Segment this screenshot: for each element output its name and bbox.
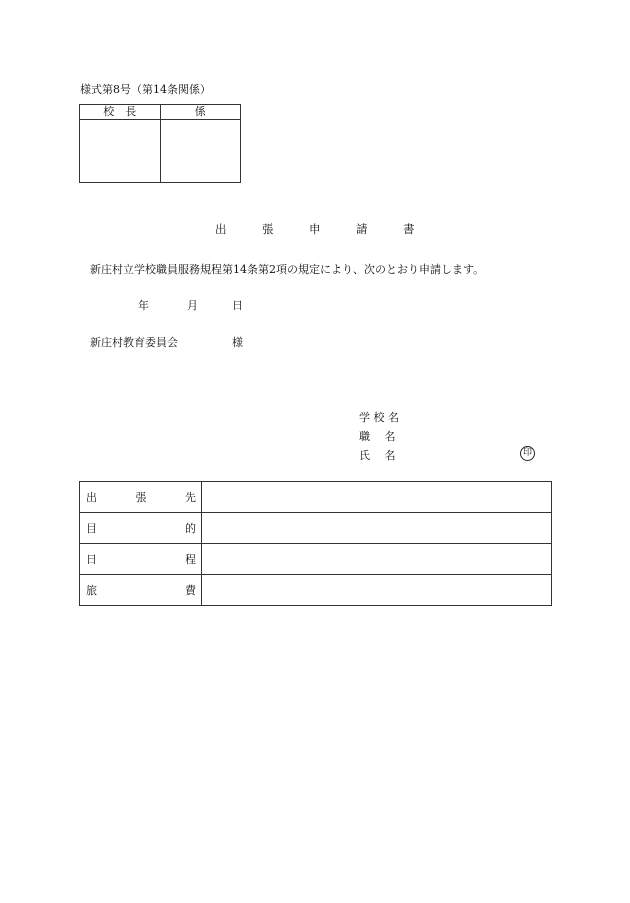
approval-stamp-table bbox=[79, 104, 241, 183]
title-char: 申 bbox=[309, 222, 321, 236]
trip-details-table bbox=[79, 481, 552, 606]
travel-expense-field[interactable] bbox=[202, 575, 552, 606]
schedule-label bbox=[80, 544, 202, 575]
document-title bbox=[215, 221, 450, 237]
title-char: 張 bbox=[262, 222, 274, 236]
label-char: 旅 bbox=[86, 584, 97, 597]
title-char: 出 bbox=[215, 222, 227, 236]
travel-expense-label bbox=[80, 575, 202, 606]
destination-field[interactable] bbox=[202, 482, 552, 513]
seal-mark[interactable]: 印 bbox=[520, 446, 535, 461]
label-char: 程 bbox=[185, 553, 196, 566]
principal-stamp-box[interactable] bbox=[80, 120, 161, 183]
label-char: 日 bbox=[86, 553, 97, 566]
label-char: 費 bbox=[185, 584, 196, 597]
clerk-stamp-box[interactable] bbox=[160, 120, 241, 183]
position-label: 職 名 bbox=[359, 430, 396, 443]
schedule-field[interactable] bbox=[202, 544, 552, 575]
addressee-honorific: 様 bbox=[232, 336, 243, 349]
date-day: 日 bbox=[232, 299, 243, 312]
destination-label bbox=[80, 482, 202, 513]
label-char: 的 bbox=[185, 522, 196, 535]
label-char: 目 bbox=[86, 522, 97, 535]
label-char: 先 bbox=[185, 491, 196, 504]
clerk-header: 係 bbox=[160, 105, 241, 120]
purpose-field[interactable] bbox=[202, 513, 552, 544]
applicant-name-label: 氏 名 bbox=[359, 449, 396, 462]
date-month: 月 bbox=[187, 299, 198, 312]
label-char: 張 bbox=[135, 491, 147, 504]
table-row bbox=[80, 544, 552, 575]
form-number: 様式第8号（第14条関係） bbox=[80, 83, 211, 96]
addressee-name: 新庄村教育委員会 bbox=[90, 336, 178, 349]
principal-header: 校 長 bbox=[80, 105, 161, 120]
label-char: 出 bbox=[86, 491, 97, 504]
table-row bbox=[80, 513, 552, 544]
date-year: 年 bbox=[138, 299, 149, 312]
table-row bbox=[80, 482, 552, 513]
purpose-label bbox=[80, 513, 202, 544]
intro-text: 新庄村立学校職員服務規程第14条第2項の規定により、次のとおり申請します。 bbox=[90, 263, 485, 276]
table-row bbox=[80, 575, 552, 606]
school-name-label: 学 校 名 bbox=[359, 411, 399, 424]
title-char: 書 bbox=[403, 222, 415, 236]
title-char: 請 bbox=[356, 222, 368, 236]
